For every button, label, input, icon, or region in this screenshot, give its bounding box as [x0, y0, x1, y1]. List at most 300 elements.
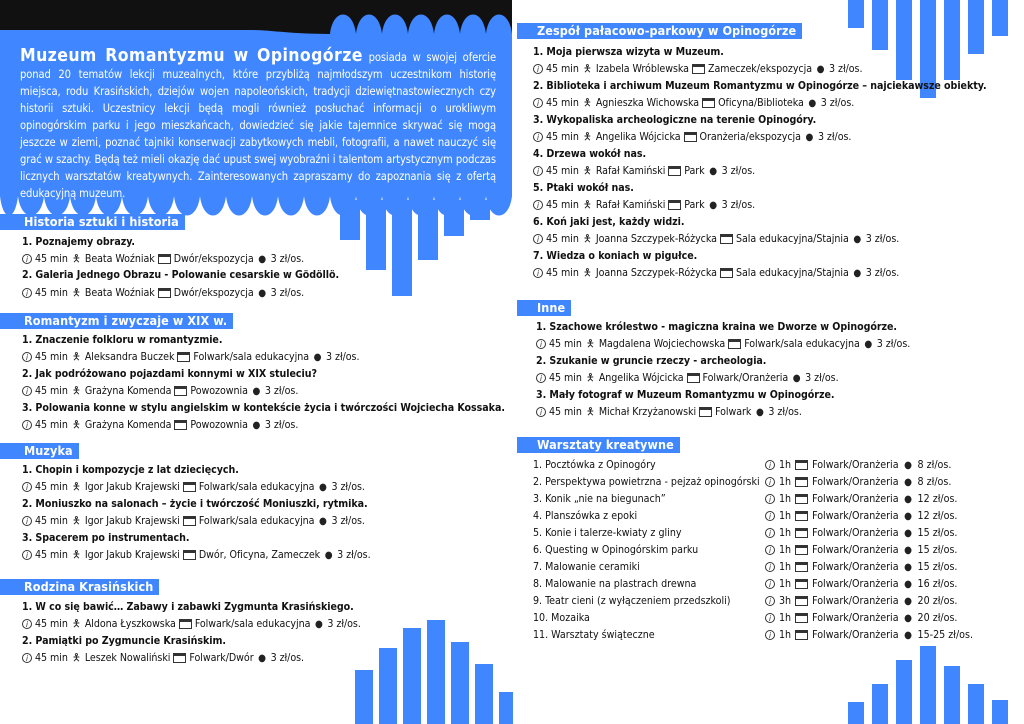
- info-icon: i: [533, 268, 543, 278]
- money-bag-icon: ●: [805, 131, 814, 143]
- info-icon: i: [765, 545, 775, 555]
- workshop-meta: [765, 509, 957, 523]
- person-icon: 🯅: [582, 199, 592, 211]
- item-meta: [533, 164, 755, 178]
- info-icon: i: [22, 288, 32, 298]
- money-bag-icon: ●: [904, 561, 912, 573]
- item-place: Oficyna/Biblioteka: [718, 97, 804, 109]
- info-icon: i: [22, 254, 32, 264]
- workshop-place: Folwark/Oranżeria: [812, 561, 899, 573]
- workshop-duration: 3h: [779, 595, 792, 607]
- building-icon: [668, 200, 681, 210]
- item-meta: [22, 286, 304, 300]
- item-person: Beata Woźniak: [84, 287, 155, 299]
- item-duration: 45 min: [546, 267, 579, 279]
- section-header-romantyzm: Romantyzm i zwyczaje w XIX w.: [20, 313, 233, 329]
- person-icon: 🯅: [585, 372, 595, 384]
- person-icon: 🯅: [71, 385, 81, 397]
- item-title: 1. Poznajemy obrazy.: [22, 236, 135, 248]
- item-meta: [533, 266, 899, 280]
- workshop-meta: [765, 594, 957, 608]
- item-title: 3. Polowania konne w stylu angielskim w kontekście życia i twórczości Wojciecha Kossaka.: [22, 402, 505, 414]
- item-price: 3 zł/os.: [805, 372, 839, 384]
- money-bag-icon: ●: [904, 578, 912, 590]
- decor-bars-bottom-left: [355, 620, 515, 724]
- building-icon: [795, 477, 808, 487]
- item-duration: 45 min: [35, 481, 68, 493]
- item-place: Folwark/sala edukacyjna: [744, 338, 860, 350]
- intro-panel: [0, 0, 512, 220]
- info-icon: i: [765, 511, 775, 521]
- money-bag-icon: ●: [904, 595, 912, 607]
- money-bag-icon: ●: [709, 199, 718, 211]
- building-icon: [795, 630, 808, 640]
- building-icon: [720, 268, 733, 278]
- building-icon: [687, 373, 700, 383]
- section-header-warsztaty: Warsztaty kreatywne: [533, 437, 680, 453]
- building-icon: [183, 516, 196, 526]
- item-person: Igor Jakub Krajewski: [84, 515, 180, 527]
- item-person: Leszek Nowaliński: [84, 652, 171, 664]
- item-price: 3 zł/os.: [327, 618, 361, 630]
- item-price: 3 zł/os.: [270, 287, 305, 299]
- info-icon: i: [536, 407, 546, 417]
- building-icon: [173, 653, 186, 663]
- item-price: 3 zł/os.: [829, 63, 863, 75]
- item-person: Rafał Kamiński: [595, 199, 666, 211]
- intro-title: Muzeum Romantyzmu w Opinogórze: [20, 46, 363, 66]
- money-bag-icon: ●: [258, 253, 267, 265]
- item-meta: [22, 548, 371, 562]
- item-duration: 45 min: [35, 515, 68, 527]
- item-title: 2. Moniuszko na salonach – życie i twórczość Moniuszki, rytmika.: [22, 498, 368, 510]
- info-icon: i: [533, 64, 543, 74]
- item-place: Folwark/sala edukacyjna: [193, 351, 309, 363]
- money-bag-icon: ●: [252, 385, 261, 397]
- workshop-duration: 1h: [779, 476, 792, 488]
- money-bag-icon: ●: [864, 338, 873, 350]
- item-meta: [22, 418, 298, 432]
- info-icon: i: [533, 98, 543, 108]
- workshop-place: Folwark/Oranżeria: [812, 578, 899, 590]
- workshop-price: 16 zł/os.: [917, 578, 958, 590]
- info-icon: i: [22, 516, 32, 526]
- info-icon: i: [22, 386, 32, 396]
- workshop-price: 15 zł/os.: [917, 527, 958, 539]
- item-price: 3 zł/os.: [326, 351, 360, 363]
- workshop-place: Folwark/Oranżeria: [812, 493, 899, 505]
- info-icon: i: [536, 373, 546, 383]
- person-icon: 🯅: [71, 351, 81, 363]
- workshop-price: 15 zł/os.: [917, 561, 958, 573]
- item-duration: 45 min: [546, 233, 579, 245]
- item-price: 3 zł/os.: [331, 481, 365, 493]
- item-person: Igor Jakub Krajewski: [84, 549, 180, 561]
- section-header-rodzina: Rodzina Krasińskich: [20, 579, 159, 595]
- workshop-row: [533, 611, 973, 625]
- item-title: 2. Pamiątki po Zygmuncie Krasińskim.: [22, 635, 226, 647]
- item-place: Dwór, Oficyna, Zameczek: [198, 549, 321, 561]
- item-duration: 45 min: [546, 199, 579, 211]
- workshop-meta: [765, 611, 957, 625]
- item-meta: [22, 480, 365, 494]
- item-duration: 45 min: [549, 372, 582, 384]
- building-icon: [795, 579, 808, 589]
- person-icon: 🯅: [582, 233, 592, 245]
- money-bag-icon: ●: [258, 287, 267, 299]
- workshop-meta: [765, 560, 957, 574]
- money-bag-icon: ●: [319, 481, 327, 493]
- workshop-duration: 1h: [779, 527, 792, 539]
- item-price: 3 zł/os.: [817, 131, 852, 143]
- building-icon: [795, 460, 808, 470]
- money-bag-icon: ●: [853, 267, 862, 279]
- item-meta: [22, 651, 304, 665]
- workshop-place: Folwark/Oranżeria: [812, 544, 899, 556]
- workshop-title: 6. Questing w Opinogórskim parku: [533, 544, 699, 556]
- building-icon: [692, 64, 705, 74]
- item-title: 1. Moja pierwsza wizyta w Muzeum.: [533, 46, 724, 58]
- section-header-historia: Historia sztuki i historia: [20, 214, 185, 230]
- building-icon: [158, 288, 171, 298]
- workshop-title: 3. Konik „nie na biegunach”: [533, 493, 666, 505]
- item-person: Igor Jakub Krajewski: [84, 481, 180, 493]
- money-bag-icon: ●: [258, 652, 266, 664]
- workshop-meta: [765, 577, 957, 591]
- item-duration: 45 min: [35, 419, 68, 431]
- intro-text: [20, 48, 496, 202]
- building-icon: [795, 545, 808, 555]
- item-person: Angelika Wójcicka: [598, 372, 684, 384]
- person-icon: 🯅: [582, 267, 592, 279]
- building-icon: [728, 339, 741, 349]
- item-person: Michał Krzyżanowski: [598, 406, 697, 418]
- workshop-row: [533, 543, 973, 557]
- workshop-meta: [765, 628, 973, 642]
- item-price: 3 zł/os.: [337, 549, 371, 561]
- item-place: Sala edukacyjna/Stajnia: [735, 233, 849, 245]
- item-meta: [533, 232, 899, 246]
- item-place: Powozownia: [190, 385, 248, 397]
- workshop-meta: [765, 475, 951, 489]
- item-title: 1. Znaczenie folkloru w romantyzmie.: [22, 334, 223, 346]
- workshop-meta: [765, 543, 957, 557]
- info-icon: i: [22, 653, 32, 663]
- building-icon: [795, 613, 808, 623]
- item-place: Folwark/sala edukacyjna: [198, 515, 315, 527]
- money-bag-icon: ●: [313, 351, 322, 363]
- item-price: 3 zł/os.: [264, 419, 299, 431]
- info-icon: i: [765, 562, 775, 572]
- item-place: Sala edukacyjna/Stajnia: [735, 267, 849, 279]
- building-icon: [795, 528, 808, 538]
- info-icon: i: [22, 352, 32, 362]
- workshop-title: 11. Warsztaty świąteczne: [533, 629, 655, 641]
- info-icon: i: [533, 166, 543, 176]
- item-price: 3 zł/os.: [270, 253, 305, 265]
- item-duration: 45 min: [35, 287, 68, 299]
- item-duration: 45 min: [546, 63, 579, 75]
- workshop-duration: 1h: [779, 578, 792, 590]
- info-icon: i: [765, 579, 775, 589]
- workshop-title: 9. Teatr cieni (z wyłączeniem przedszkoli): [533, 595, 731, 607]
- item-place: Folwark/sala edukacyjna: [194, 618, 311, 630]
- workshop-title: 10. Mozaika: [533, 612, 590, 624]
- workshop-price: 12 zł/os.: [917, 493, 958, 505]
- person-icon: 🯅: [582, 97, 592, 109]
- workshop-row: [533, 492, 973, 506]
- item-person: Agnieszka Wichowska: [595, 97, 700, 109]
- info-icon: i: [765, 630, 775, 640]
- money-bag-icon: ●: [314, 618, 323, 630]
- item-meta: [536, 337, 910, 351]
- item-duration: 45 min: [549, 406, 582, 418]
- person-icon: 🯅: [582, 63, 592, 75]
- info-icon: i: [22, 420, 32, 430]
- item-person: Grażyna Komenda: [84, 419, 172, 431]
- item-title: 2. Galeria Jednego Obrazu - Polowanie cesarskie w Gödöllö.: [22, 269, 340, 281]
- money-bag-icon: ●: [904, 612, 912, 624]
- person-icon: 🯅: [585, 338, 595, 350]
- money-bag-icon: ●: [904, 629, 912, 641]
- item-person: Beata Woźniak: [84, 253, 155, 265]
- workshop-price: 20 zł/os.: [917, 612, 958, 624]
- info-icon: i: [533, 234, 543, 244]
- workshop-row: [533, 560, 973, 574]
- item-place: Powozownia: [190, 419, 248, 431]
- item-place: Oranżeria/ekspozycja: [699, 131, 801, 143]
- person-icon: 🯅: [71, 652, 81, 664]
- decor-bars-top-left: [340, 200, 512, 310]
- workshop-meta: [765, 458, 951, 472]
- item-place: Park: [684, 165, 705, 177]
- item-title: 7. Wiedza o koniach w pigułce.: [533, 250, 698, 262]
- workshop-row: [533, 458, 973, 472]
- item-person: Magdalena Wojciechowska: [598, 338, 726, 350]
- money-bag-icon: ●: [904, 493, 912, 505]
- item-price: 3 zł/os.: [264, 385, 299, 397]
- item-title: 1. Szachowe królestwo - magiczna kraina we Dworze w Opinogórze.: [536, 321, 897, 333]
- workshop-place: Folwark/Oranżeria: [812, 629, 899, 641]
- workshop-duration: 1h: [779, 459, 792, 471]
- building-icon: [684, 132, 697, 142]
- person-icon: 🯅: [71, 287, 81, 299]
- decor-bars-bottom-right: [848, 640, 1024, 724]
- money-bag-icon: ●: [792, 372, 801, 384]
- info-icon: i: [765, 613, 775, 623]
- money-bag-icon: ●: [904, 527, 912, 539]
- item-meta: [22, 617, 361, 631]
- building-icon: [183, 482, 196, 492]
- item-price: 3 zł/os.: [865, 267, 900, 279]
- building-icon: [795, 494, 808, 504]
- workshop-duration: 1h: [779, 510, 792, 522]
- workshop-price: 8 zł/os.: [917, 459, 952, 471]
- item-place: Folwark/sala edukacyjna: [198, 481, 315, 493]
- item-price: 3 zł/os.: [876, 338, 911, 350]
- item-person: Joanna Szczypek-Różycka: [595, 267, 717, 279]
- money-bag-icon: ●: [319, 515, 327, 527]
- intro-body: posiada w swojej ofercie ponad 20 tematów lekcji muzealnych, które przybliżą najmłodszym uczestnikom historię miejsca, rodu Krasińskich, dziejów wojen napoleońskich, tradycji dziewiętnastowiecznych czy historii sztuki. Uczestnicy lekcji będą mogli również posłuchać informacji o urokliwym opinogórskim parku i jego mieszkańcach, dowiedzieć się jakie tajemnice skrywać się mogą jeszcze w ziemi, poznać tajniki konserwacji zabytkowych mebli, fotografii, a nawet nauczyć się grać w szachy. Będą też mieli okazję dać upust swej wyobraźni i talentom artystycznym podczas licznych warsztatów kreatywnych. Zainteresowanych zapraszamy do zapoznania się z ofertą edukacyjną muzeum.: [20, 51, 497, 200]
- info-icon: i: [765, 596, 775, 606]
- building-icon: [795, 562, 808, 572]
- workshop-duration: 1h: [779, 544, 792, 556]
- person-icon: 🯅: [71, 253, 81, 265]
- section-header-zespol: Zespół pałacowo-parkowy w Opinogórze: [533, 23, 802, 39]
- workshop-duration: 1h: [779, 493, 792, 505]
- building-icon: [177, 352, 190, 362]
- person-icon: 🯅: [71, 481, 81, 493]
- item-duration: 45 min: [35, 253, 68, 265]
- item-meta: [22, 384, 298, 398]
- item-duration: 45 min: [546, 165, 579, 177]
- money-bag-icon: ●: [853, 233, 862, 245]
- workshop-row: [533, 475, 973, 489]
- item-duration: 45 min: [35, 549, 68, 561]
- money-bag-icon: ●: [709, 165, 718, 177]
- section-header-muzyka: Muzyka: [20, 443, 79, 459]
- item-meta: [533, 198, 755, 212]
- workshop-meta: [765, 526, 957, 540]
- item-title: 2. Jak podróżowano pojazdami konnymi w XIX stuleciu?: [22, 368, 317, 380]
- workshop-row: [533, 628, 973, 642]
- person-icon: 🯅: [71, 618, 81, 630]
- item-place: Folwark/Oranżeria: [702, 372, 789, 384]
- money-bag-icon: ●: [816, 63, 825, 75]
- building-icon: [720, 234, 733, 244]
- workshop-meta: [765, 492, 957, 506]
- workshop-place: Folwark/Oranżeria: [812, 527, 899, 539]
- building-icon: [179, 619, 192, 629]
- item-place: Zameczek/ekspozycja: [707, 63, 812, 75]
- item-meta: [533, 130, 851, 144]
- workshop-title: 5. Konie i talerze-kwiaty z gliny: [533, 527, 682, 539]
- item-price: 3 zł/os.: [331, 515, 365, 527]
- building-icon: [795, 596, 808, 606]
- building-icon: [795, 511, 808, 521]
- item-price: 3 zł/os.: [820, 97, 855, 109]
- money-bag-icon: ●: [324, 549, 333, 561]
- item-duration: 45 min: [546, 131, 579, 143]
- workshop-title: 1. Pocztówka z Opinogóry: [533, 459, 656, 471]
- item-price: 3 zł/os.: [270, 652, 305, 664]
- money-bag-icon: ●: [904, 459, 912, 471]
- item-title: 2. Biblioteka i archiwum Muzeum Romantyzmu w Opinogórze – najciekawsze obiekty.: [533, 80, 987, 92]
- item-title: 1. Chopin i kompozycje z lat dziecięcych.: [22, 464, 239, 476]
- item-place: Park: [684, 199, 705, 211]
- workshop-price: 15 zł/os.: [917, 544, 958, 556]
- item-title: 5. Ptaki wokół nas.: [533, 182, 634, 194]
- info-icon: i: [533, 200, 543, 210]
- workshop-duration: 1h: [779, 612, 792, 624]
- item-duration: 45 min: [549, 338, 582, 350]
- workshop-place: Folwark/Oranżeria: [812, 459, 899, 471]
- workshop-row: [533, 526, 973, 540]
- item-place: Folwark: [715, 406, 752, 418]
- info-icon: i: [533, 132, 543, 142]
- item-person: Joanna Szczypek-Różycka: [595, 233, 717, 245]
- item-price: 3 zł/os.: [721, 199, 756, 211]
- building-icon: [702, 98, 715, 108]
- money-bag-icon: ●: [808, 97, 817, 109]
- workshop-title: 8. Malowanie na plastrach drewna: [533, 578, 697, 590]
- money-bag-icon: ●: [755, 406, 764, 418]
- item-person: Aleksandra Buczek: [84, 351, 175, 363]
- workshop-title: 7. Malowanie ceramiki: [533, 561, 640, 573]
- building-icon: [158, 254, 171, 264]
- info-icon: i: [536, 339, 546, 349]
- workshop-duration: 1h: [779, 561, 792, 573]
- building-icon: [668, 166, 681, 176]
- item-duration: 45 min: [546, 97, 579, 109]
- workshop-place: Folwark/Oranżeria: [812, 510, 899, 522]
- item-title: 3. Spacerem po instrumentach.: [22, 532, 190, 544]
- workshop-price: 15-25 zł/os.: [917, 629, 974, 641]
- workshop-price: 20 zł/os.: [917, 595, 958, 607]
- workshop-duration: 1h: [779, 629, 792, 641]
- item-meta: [533, 62, 862, 76]
- item-title: 4. Drzewa wokół nas.: [533, 148, 647, 160]
- workshop-place: Folwark/Oranżeria: [812, 476, 899, 488]
- item-title: 6. Koń jaki jest, każdy widzi.: [533, 216, 685, 228]
- info-icon: i: [22, 619, 32, 629]
- person-icon: 🯅: [585, 406, 595, 418]
- item-meta: [22, 350, 359, 364]
- item-place: Dwór/ekspozycja: [173, 287, 254, 299]
- info-icon: i: [765, 460, 775, 470]
- item-price: 3 zł/os.: [721, 165, 756, 177]
- item-title: 3. Wykopaliska archeologiczne na terenie Opinogóry.: [533, 114, 817, 126]
- item-place: Folwark/Dwór: [189, 652, 254, 664]
- person-icon: 🯅: [582, 131, 592, 143]
- item-duration: 45 min: [35, 351, 68, 363]
- money-bag-icon: ●: [904, 476, 912, 488]
- info-icon: i: [22, 482, 32, 492]
- building-icon: [183, 550, 196, 560]
- item-meta: [536, 371, 839, 385]
- info-icon: i: [765, 528, 775, 538]
- workshop-title: 2. Perspektywa powietrzna - pejzaż opinogórski: [533, 476, 760, 488]
- person-icon: 🯅: [71, 515, 81, 527]
- workshop-price: 8 zł/os.: [917, 476, 952, 488]
- workshop-row: [533, 594, 973, 608]
- money-bag-icon: ●: [904, 544, 912, 556]
- person-icon: 🯅: [71, 419, 81, 431]
- item-person: Grażyna Komenda: [84, 385, 172, 397]
- workshop-price: 12 zł/os.: [917, 510, 958, 522]
- workshop-row: [533, 577, 973, 591]
- section-header-inne: Inne: [533, 300, 571, 316]
- building-icon: [174, 420, 187, 430]
- item-person: Rafał Kamiński: [595, 165, 666, 177]
- item-meta: [22, 514, 365, 528]
- item-duration: 45 min: [35, 652, 68, 664]
- item-title: 3. Mały fotograf w Muzeum Romantyzmu w Opinogórze.: [536, 389, 835, 401]
- info-icon: i: [765, 494, 775, 504]
- person-icon: 🯅: [582, 165, 592, 177]
- workshop-title: 4. Planszówka z epoki: [533, 510, 638, 522]
- item-person: Izabela Wróblewska: [595, 63, 689, 75]
- item-place: Dwór/ekspozycja: [173, 253, 254, 265]
- workshop-place: Folwark/Oranżeria: [812, 595, 899, 607]
- money-bag-icon: ●: [904, 510, 912, 522]
- workshop-place: Folwark/Oranżeria: [812, 612, 899, 624]
- item-meta: [536, 405, 802, 419]
- workshop-row: [533, 509, 973, 523]
- item-title: 1. W co się bawić… Zabawy i zabawki Zygmunta Krasińskiego.: [22, 601, 354, 613]
- item-meta: [22, 252, 304, 266]
- item-title: 2. Szukanie w gruncie rzeczy - archeologia.: [536, 355, 767, 367]
